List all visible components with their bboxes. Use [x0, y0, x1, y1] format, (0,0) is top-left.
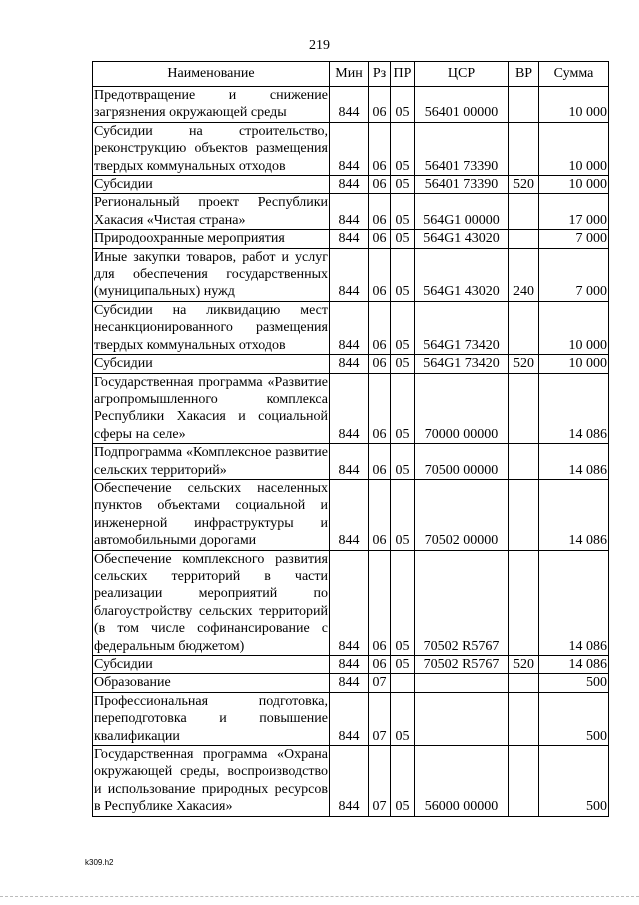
cell-sum: 10 000 [539, 176, 609, 194]
cell-min: 844 [330, 479, 369, 550]
cell-sum: 7 000 [539, 230, 609, 248]
table-row [93, 301, 609, 354]
cell-pr: 05 [391, 87, 415, 123]
cell-rz: 06 [369, 479, 391, 550]
cell-vr [509, 692, 539, 745]
cell-rz: 06 [369, 656, 391, 674]
cell-pr: 05 [391, 176, 415, 194]
cell-vr [509, 194, 539, 230]
header-min: Мин [330, 62, 369, 87]
cell-name: Профессиональная подготовка, переподготовка и повышение квалификации [94, 693, 328, 744]
cell-vr: 520 [509, 176, 539, 194]
table-row [93, 122, 609, 175]
cell-name: Обеспечение комплексного развития сельских территорий в части реализации мероприятий по благоустройству сельских территорий (в том числе софинансирование с федеральным бюджетом) [94, 551, 328, 654]
cell-sum: 14 086 [539, 479, 609, 550]
cell-pr: 05 [391, 746, 415, 817]
cell-vr: 240 [509, 248, 539, 301]
cell-rz: 06 [369, 176, 391, 194]
footer-code: k309.h2 [85, 858, 114, 867]
cell-sum: 500 [539, 674, 609, 692]
cell-rz: 06 [369, 230, 391, 248]
cell-rz: 07 [369, 746, 391, 817]
table-row [93, 87, 609, 123]
cell-name: Государственная программа «Развитие агропромышленного комплекса Республики Хакасия и социальной сферы на селе» [94, 374, 328, 442]
cell-pr: 05 [391, 373, 415, 444]
cell-min: 844 [330, 692, 369, 745]
cell-min: 844 [330, 355, 369, 373]
cell-vr: 520 [509, 355, 539, 373]
cell-csr: 70000 00000 [415, 373, 509, 444]
cell-csr [415, 692, 509, 745]
table-row [93, 373, 609, 444]
cell-rz: 06 [369, 248, 391, 301]
cell-pr: 05 [391, 248, 415, 301]
cell-vr [509, 444, 539, 480]
cell-csr: 56401 00000 [415, 87, 509, 123]
cell-pr: 05 [391, 301, 415, 354]
cell-vr: 520 [509, 656, 539, 674]
table-row [93, 248, 609, 301]
cell-rz: 07 [369, 692, 391, 745]
header-sum: Сумма [539, 62, 609, 87]
cell-sum: 17 000 [539, 194, 609, 230]
cell-csr [415, 674, 509, 692]
cell-rz: 06 [369, 87, 391, 123]
cell-min: 844 [330, 444, 369, 480]
table-row [93, 550, 609, 655]
cell-rz: 06 [369, 444, 391, 480]
cell-min: 844 [330, 674, 369, 692]
cell-name: Предотвращение и снижение загрязнения окружающей среды [94, 88, 328, 121]
cell-sum: 14 086 [539, 550, 609, 655]
table-header-row [93, 62, 609, 87]
cell-name: Иные закупки товаров, работ и услуг для обеспечения государственных (муниципальных) нужд [94, 249, 328, 300]
cell-rz: 06 [369, 122, 391, 175]
cell-min: 844 [330, 373, 369, 444]
cell-vr [509, 674, 539, 692]
page-edge-divider [0, 896, 639, 898]
cell-csr: 564G1 43020 [415, 230, 509, 248]
cell-csr: 564G1 00000 [415, 194, 509, 230]
cell-pr: 05 [391, 656, 415, 674]
cell-vr [509, 550, 539, 655]
cell-sum: 7 000 [539, 248, 609, 301]
cell-pr [391, 674, 415, 692]
cell-min: 844 [330, 230, 369, 248]
cell-min: 844 [330, 194, 369, 230]
cell-pr: 05 [391, 444, 415, 480]
cell-pr: 05 [391, 550, 415, 655]
cell-name: Субсидии на ликвидацию мест несанкционированного размещения твердых коммунальных отходов [94, 302, 328, 353]
table-row [93, 479, 609, 550]
cell-pr: 05 [391, 194, 415, 230]
cell-min: 844 [330, 176, 369, 194]
cell-name: Образование [93, 674, 330, 692]
cell-csr: 70500 00000 [415, 444, 509, 480]
cell-name: Субсидии на строительство, реконструкцию объектов размещения твердых коммунальных отходов [94, 123, 328, 174]
cell-sum: 10 000 [539, 87, 609, 123]
budget-table [92, 61, 609, 817]
header-name: Наименование [93, 62, 330, 87]
header-pr: ПР [391, 62, 415, 87]
cell-rz: 07 [369, 674, 391, 692]
cell-min: 844 [330, 87, 369, 123]
cell-rz: 06 [369, 550, 391, 655]
cell-rz: 06 [369, 373, 391, 444]
cell-name: Субсидии [93, 656, 330, 674]
cell-name: Обеспечение сельских населенных пунктов объектами социальной и инженерной инфраструктуры и автомобильными дорогами [94, 480, 328, 549]
header-csr: ЦСР [415, 62, 509, 87]
table-row [93, 692, 609, 745]
cell-csr: 70502 R5767 [415, 550, 509, 655]
cell-name: Субсидии [93, 176, 330, 194]
cell-pr: 05 [391, 355, 415, 373]
table-row [93, 746, 609, 817]
cell-csr: 56401 73390 [415, 176, 509, 194]
cell-rz: 06 [369, 355, 391, 373]
cell-csr: 70502 R5767 [415, 656, 509, 674]
cell-csr: 56401 73390 [415, 122, 509, 175]
cell-sum: 500 [539, 692, 609, 745]
cell-vr [509, 87, 539, 123]
table-row [93, 176, 609, 194]
cell-min: 844 [330, 746, 369, 817]
header-rz: Рз [369, 62, 391, 87]
cell-csr: 564G1 73420 [415, 301, 509, 354]
cell-csr: 564G1 43020 [415, 248, 509, 301]
cell-csr: 70502 00000 [415, 479, 509, 550]
cell-name: Региональный проект Республики Хакасия «Чистая страна» [94, 195, 328, 228]
cell-vr [509, 122, 539, 175]
cell-name: Субсидии [93, 355, 330, 373]
cell-min: 844 [330, 301, 369, 354]
cell-rz: 06 [369, 301, 391, 354]
table-row [93, 674, 609, 692]
cell-csr: 564G1 73420 [415, 355, 509, 373]
cell-vr [509, 230, 539, 248]
cell-vr [509, 479, 539, 550]
cell-sum: 500 [539, 746, 609, 817]
page-number: 219 [309, 38, 330, 53]
cell-name: Подпрограмма «Комплексное развитие сельских территорий» [94, 445, 328, 478]
cell-sum: 14 086 [539, 656, 609, 674]
cell-rz: 06 [369, 194, 391, 230]
cell-min: 844 [330, 550, 369, 655]
table-row [93, 355, 609, 373]
cell-pr: 05 [391, 230, 415, 248]
cell-sum: 14 086 [539, 373, 609, 444]
cell-sum: 10 000 [539, 355, 609, 373]
cell-sum: 10 000 [539, 301, 609, 354]
cell-min: 844 [330, 248, 369, 301]
cell-pr: 05 [391, 692, 415, 745]
table-row [93, 656, 609, 674]
cell-pr: 05 [391, 122, 415, 175]
cell-min: 844 [330, 656, 369, 674]
table-row [93, 444, 609, 480]
cell-min: 844 [330, 122, 369, 175]
cell-pr: 05 [391, 479, 415, 550]
cell-csr: 56000 00000 [415, 746, 509, 817]
table-row [93, 194, 609, 230]
cell-name: Государственная программа «Охрана окружающей среды, воспроизводство и использование природных ресурсов в Республике Хакасия» [94, 747, 328, 815]
table-row [93, 230, 609, 248]
cell-sum: 14 086 [539, 444, 609, 480]
cell-name: Природоохранные мероприятия [93, 230, 330, 248]
header-vr: ВР [509, 62, 539, 87]
cell-vr [509, 746, 539, 817]
cell-vr [509, 373, 539, 444]
cell-vr [509, 301, 539, 354]
cell-sum: 10 000 [539, 122, 609, 175]
